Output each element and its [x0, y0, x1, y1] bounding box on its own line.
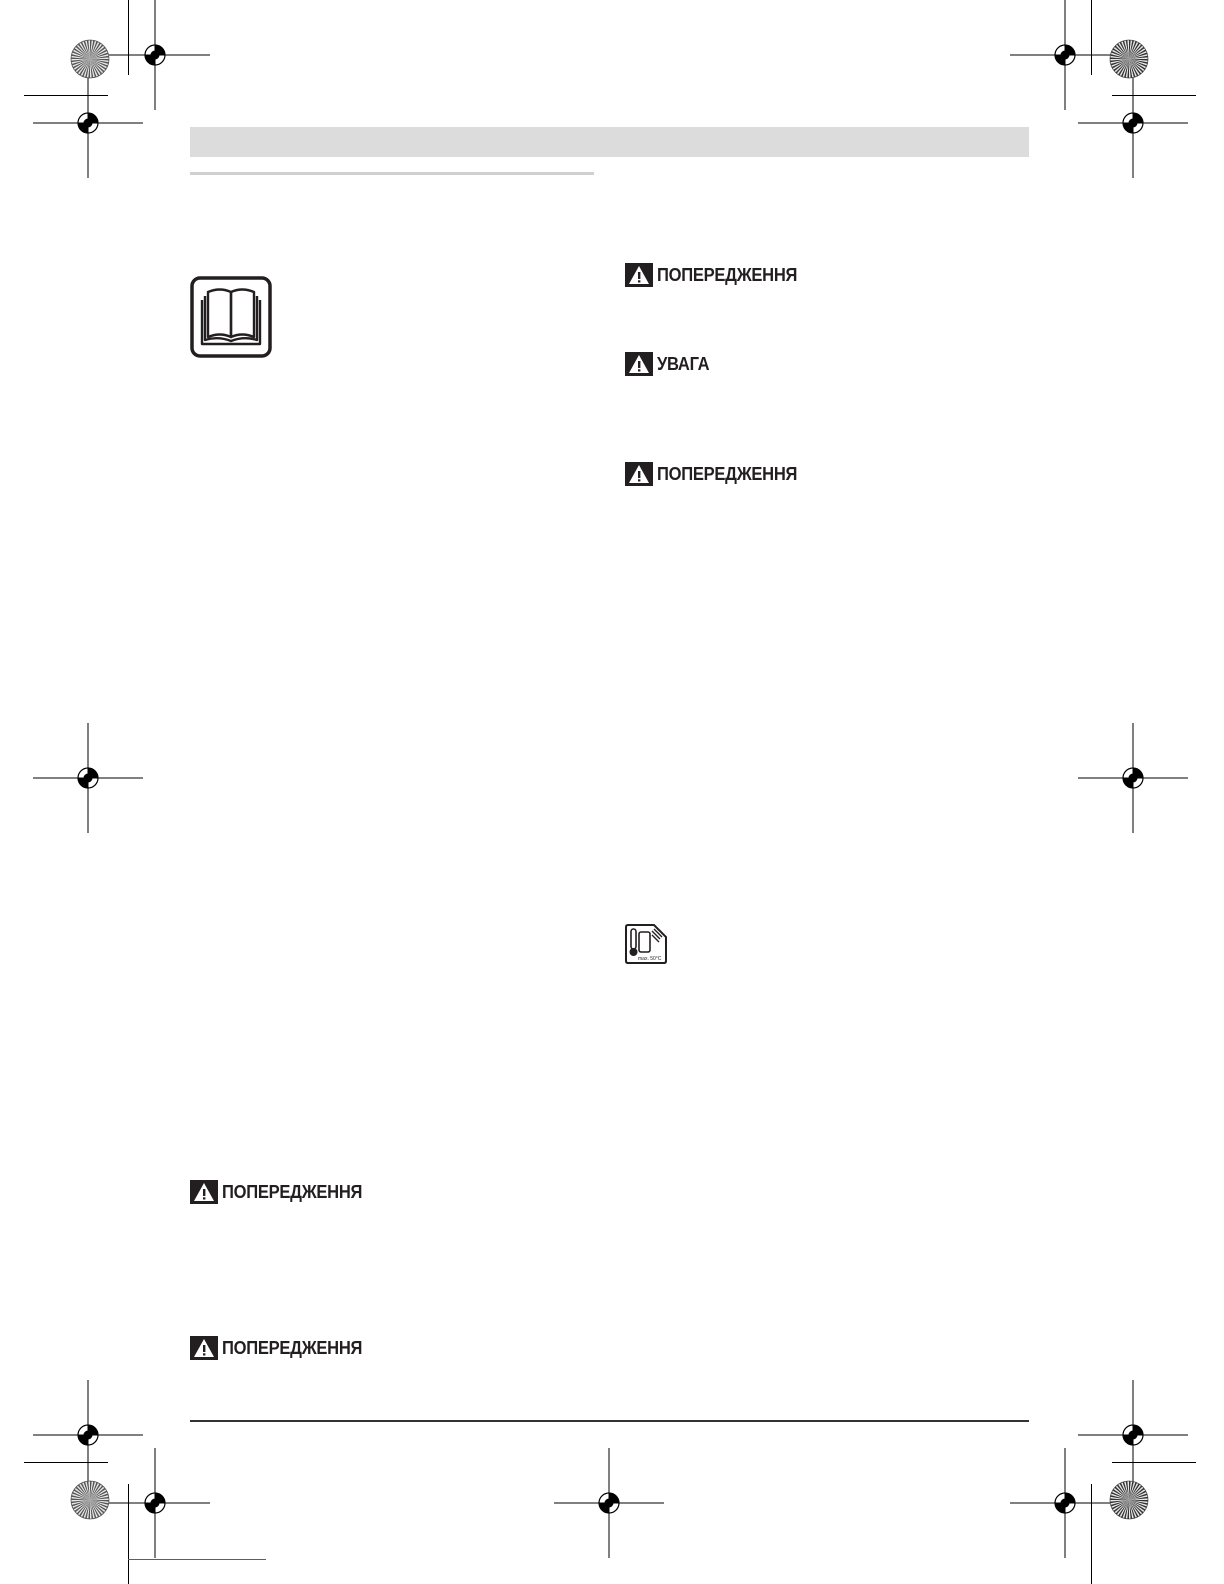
warning-label [190, 1179, 374, 1205]
warning-triangle-icon [193, 1182, 215, 1202]
warning-triangle-icon [628, 354, 650, 374]
crosshair-mark [32, 722, 144, 834]
warning-text: ПОПЕРЕДЖЕННЯ [657, 463, 798, 484]
warning-triangle-icon [628, 265, 650, 285]
warning-label [625, 461, 809, 487]
crosshair-mark [553, 1447, 665, 1559]
warning-label [190, 1335, 374, 1361]
svg-text:max. 50°C: max. 50°C [638, 956, 662, 962]
registration-wheel-icon [1109, 39, 1149, 79]
footer-rule [190, 1420, 1029, 1422]
registration-wheel-icon [1109, 1480, 1149, 1520]
crosshair-mark [1009, 1447, 1121, 1559]
crosshair-mark [32, 67, 144, 179]
crosshair-mark [1077, 67, 1189, 179]
crosshair-mark [1077, 722, 1189, 834]
warning-text: ПОПЕРЕДЖЕННЯ [222, 1337, 363, 1358]
header-bar [190, 127, 1029, 157]
read-manual-icon [190, 276, 272, 358]
caution-text: УВАГА [657, 353, 710, 374]
warning-text: ПОПЕРЕДЖЕННЯ [222, 1181, 363, 1202]
warning-text: ПОПЕРЕДЖЕННЯ [657, 264, 798, 285]
registration-wheel-icon [70, 1480, 110, 1520]
registration-wheel-icon [70, 39, 110, 79]
section-rule [190, 172, 594, 175]
crosshair-mark [99, 1447, 211, 1559]
warning-label [625, 262, 809, 288]
warning-triangle-icon [193, 1338, 215, 1358]
warning-triangle-icon [628, 464, 650, 484]
caution-label [625, 351, 714, 377]
max-temperature-icon [624, 923, 668, 965]
